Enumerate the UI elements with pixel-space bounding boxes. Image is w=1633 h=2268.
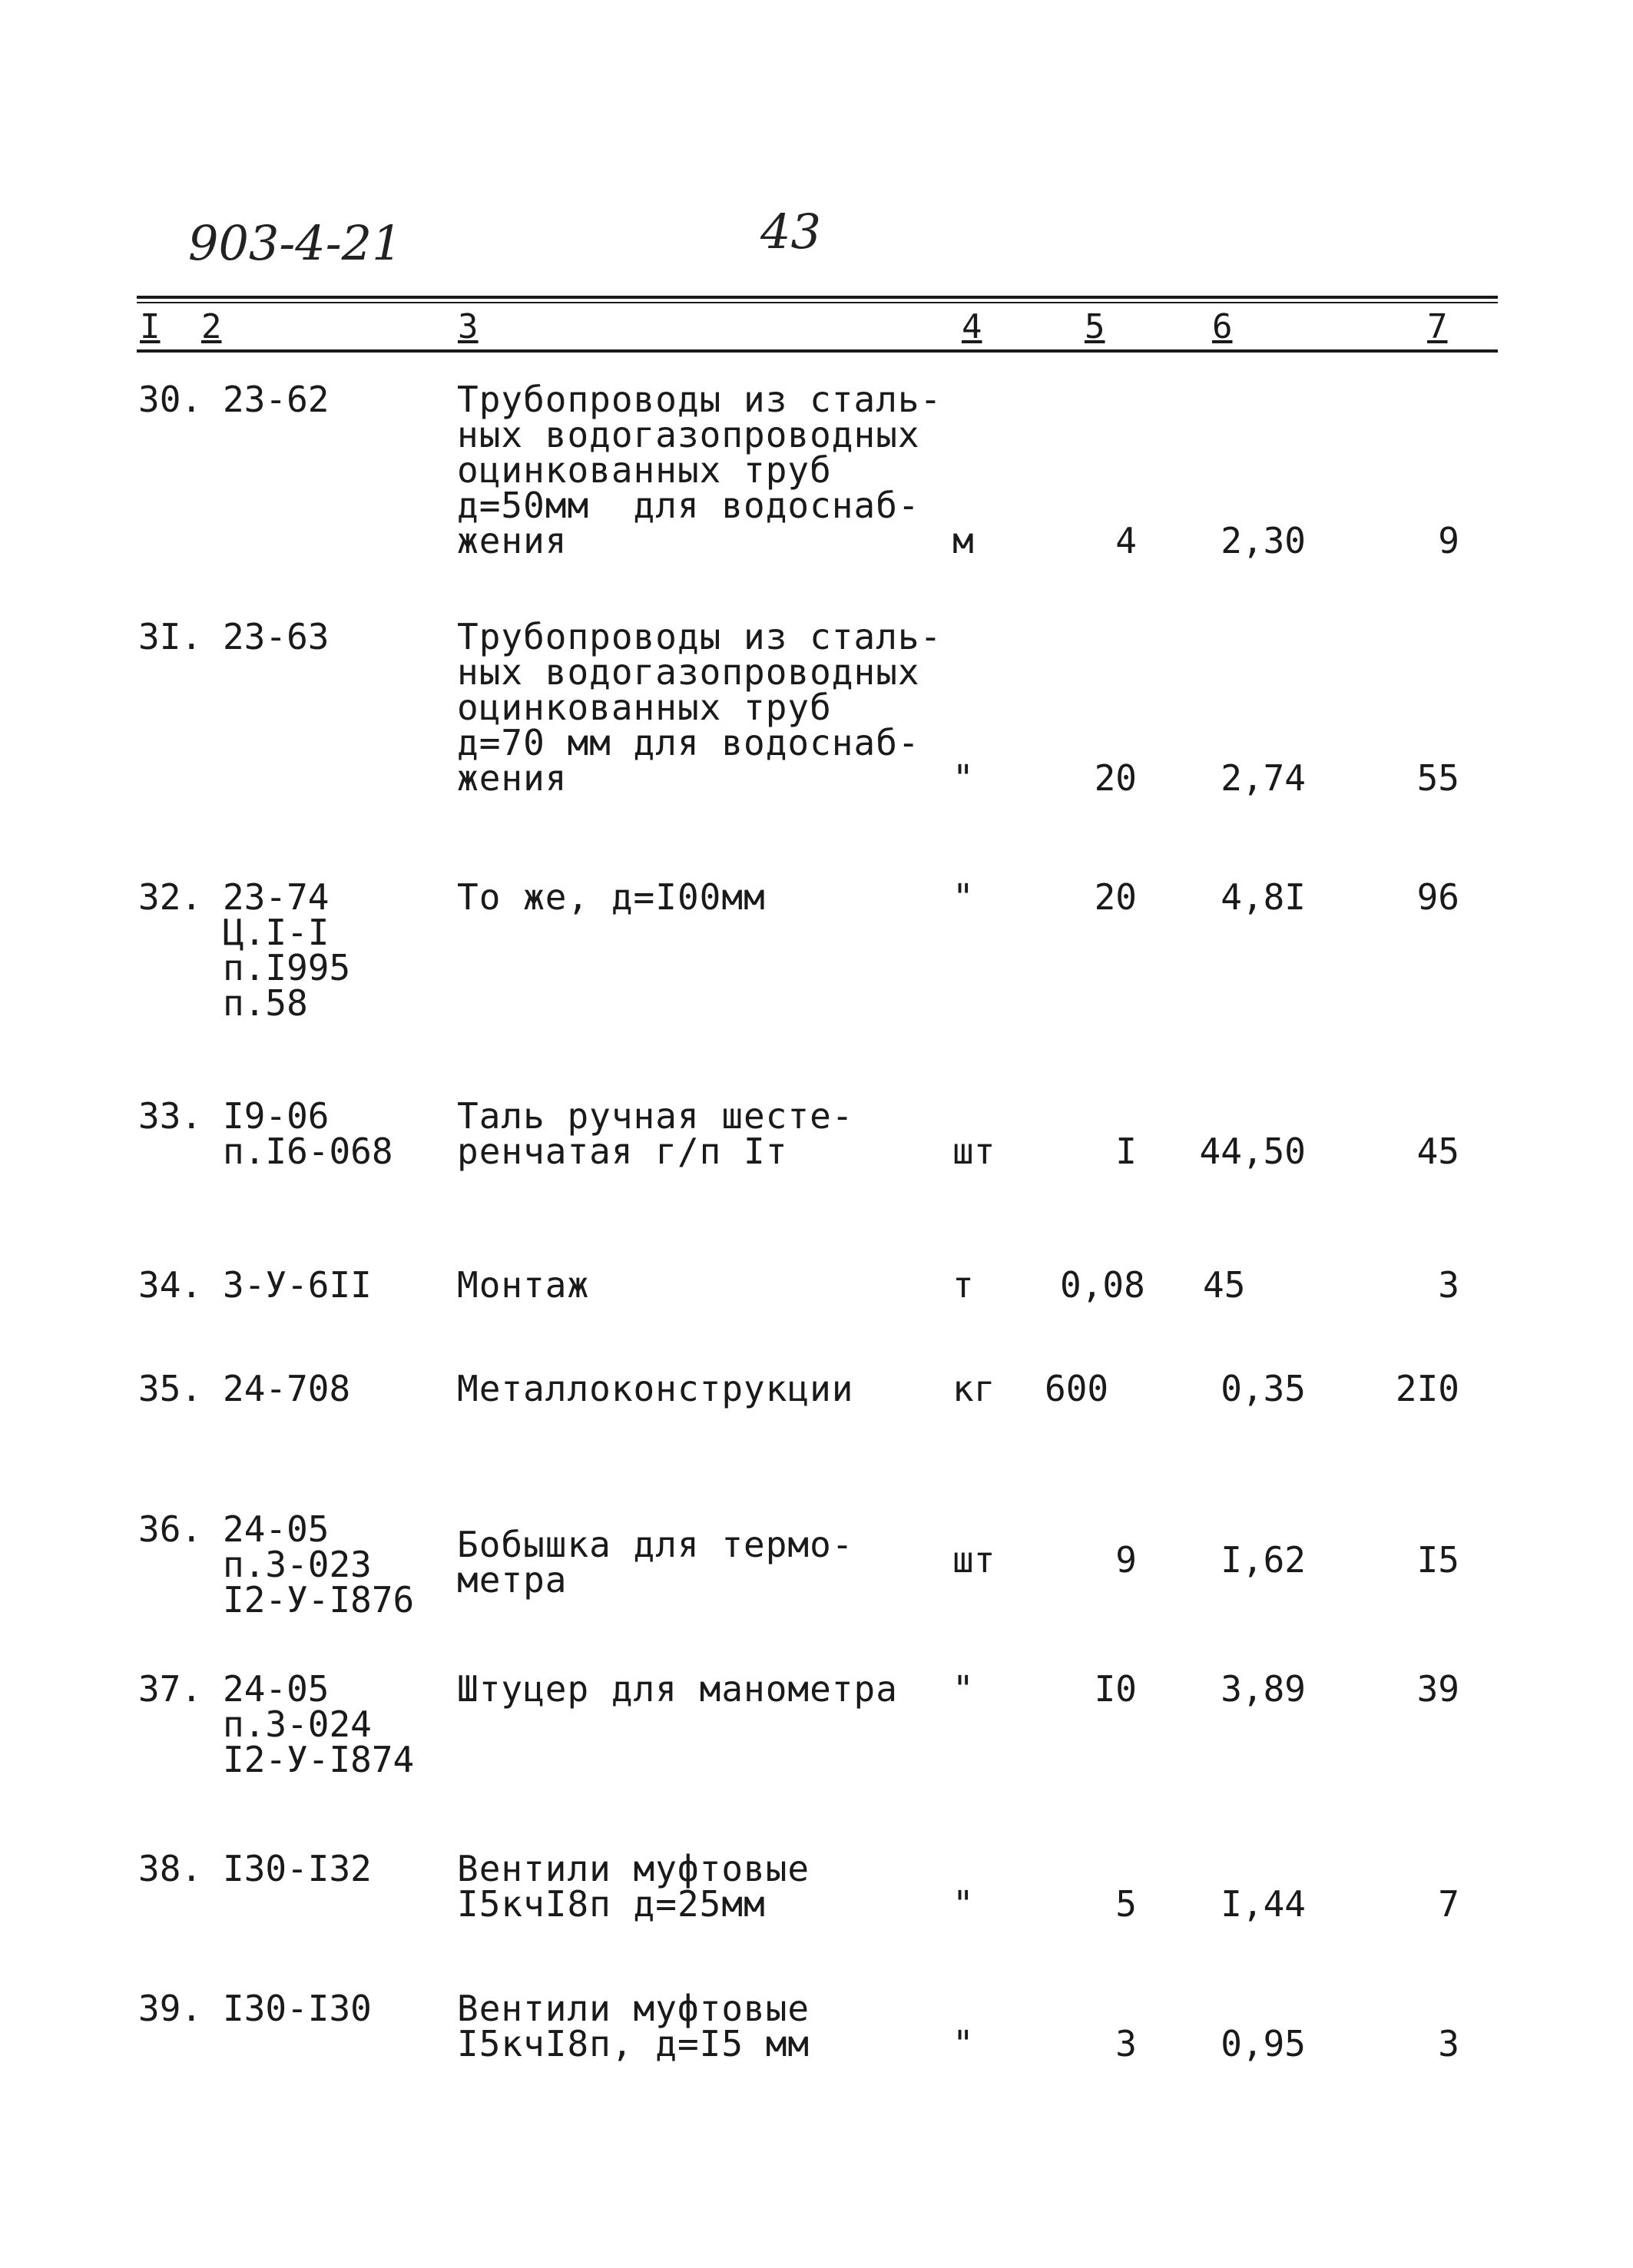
table-top-rule bbox=[137, 296, 1498, 299]
quantity: 20 bbox=[1094, 757, 1137, 799]
unit-price: 44,50 bbox=[1199, 1131, 1306, 1172]
row-number: 3I. bbox=[138, 616, 203, 657]
unit-price: 0,95 bbox=[1221, 2023, 1306, 2064]
column-header-6: 6 bbox=[1212, 307, 1233, 346]
unit-price: I,44 bbox=[1221, 1883, 1306, 1925]
unit: м bbox=[952, 520, 974, 561]
unit-price: 0,35 bbox=[1221, 1368, 1306, 1409]
unit: шт bbox=[952, 1539, 995, 1581]
rate-code: 3-У-6II bbox=[223, 1264, 372, 1306]
rate-code: I9-06 п.I6-068 bbox=[223, 1095, 393, 1172]
quantity: 9 bbox=[1115, 1539, 1137, 1581]
work-description: Трубопроводы из сталь- ных водогазопроводных оцинкованных труб д=70 мм для водоснаб- жения bbox=[457, 616, 942, 799]
page-number: 43 bbox=[760, 204, 821, 260]
work-description: Бобышка для термо- метра bbox=[457, 1524, 854, 1601]
unit-price: 4,8I bbox=[1221, 876, 1306, 918]
quantity: 20 bbox=[1094, 876, 1137, 918]
work-description: Вентили муфтовые I5кчI8п д=25мм bbox=[457, 1848, 810, 1925]
unit-price: 2,74 bbox=[1221, 757, 1306, 799]
row-number: 35. bbox=[138, 1368, 203, 1409]
total-cost: 2I0 bbox=[1395, 1368, 1459, 1409]
unit-price: 3,89 bbox=[1221, 1668, 1306, 1710]
rate-code: I30-I32 bbox=[223, 1848, 372, 1889]
work-description: То же, д=I00мм bbox=[457, 876, 766, 918]
rate-code: 24-05 п.3-024 I2-У-I874 bbox=[223, 1668, 415, 1780]
unit-price: 45 bbox=[1203, 1264, 1246, 1306]
total-cost: 3 bbox=[1438, 1264, 1459, 1306]
total-cost: 39 bbox=[1416, 1668, 1459, 1710]
quantity: 600 bbox=[1045, 1368, 1109, 1409]
total-cost: 96 bbox=[1416, 876, 1459, 918]
quantity: 4 bbox=[1115, 520, 1137, 561]
work-description: Трубопроводы из сталь- ных водогазопроводных оцинкованных труб д=50мм для водоснаб- жения bbox=[457, 379, 942, 561]
row-number: 39. bbox=[138, 1988, 203, 2029]
work-description: Таль ручная шесте- ренчатая г/п Iт bbox=[457, 1095, 854, 1172]
unit: " bbox=[952, 757, 974, 799]
row-number: 37. bbox=[138, 1668, 203, 1710]
total-cost: 55 bbox=[1416, 757, 1459, 799]
row-number: 32. bbox=[138, 876, 203, 918]
unit-price: 2,30 bbox=[1221, 520, 1306, 561]
row-number: 36. bbox=[138, 1508, 203, 1550]
total-cost: 9 bbox=[1438, 520, 1459, 561]
rate-code: 23-63 bbox=[223, 616, 330, 657]
work-description: Металлоконструкции bbox=[457, 1368, 854, 1409]
total-cost: 45 bbox=[1416, 1131, 1459, 1172]
quantity: 0,08 bbox=[1060, 1264, 1145, 1306]
row-number: 34. bbox=[138, 1264, 203, 1306]
column-header-5: 5 bbox=[1085, 307, 1105, 346]
unit: " bbox=[952, 1883, 974, 1925]
rate-code: I30-I30 bbox=[223, 1988, 372, 2029]
total-cost: I5 bbox=[1416, 1539, 1459, 1581]
table-top-rule-thin bbox=[137, 302, 1498, 303]
quantity: I bbox=[1115, 1131, 1137, 1172]
column-header-1: I bbox=[140, 307, 161, 346]
document-code: 903-4-21 bbox=[188, 215, 402, 271]
row-number: 33. bbox=[138, 1095, 203, 1137]
rate-code: 23-62 bbox=[223, 379, 330, 420]
column-header-7: 7 bbox=[1427, 307, 1448, 346]
unit: т bbox=[952, 1264, 974, 1306]
unit: шт bbox=[952, 1131, 995, 1172]
column-header-2: 2 bbox=[201, 307, 222, 346]
rate-code: 24-05 п.3-023 I2-У-I876 bbox=[223, 1508, 415, 1621]
total-cost: 7 bbox=[1438, 1883, 1459, 1925]
rate-code: 23-74 Ц.I-I п.I995 п.58 bbox=[223, 876, 351, 1024]
row-number: 30. bbox=[138, 379, 203, 420]
rate-code: 24-708 bbox=[223, 1368, 351, 1409]
header-underline bbox=[137, 349, 1498, 353]
column-header-3: 3 bbox=[458, 307, 479, 346]
row-number: 38. bbox=[138, 1848, 203, 1889]
quantity: 3 bbox=[1115, 2023, 1137, 2064]
unit: кг bbox=[952, 1368, 995, 1409]
quantity: I0 bbox=[1094, 1668, 1137, 1710]
unit: " bbox=[952, 876, 974, 918]
quantity: 5 bbox=[1115, 1883, 1137, 1925]
unit: " bbox=[952, 1668, 974, 1710]
work-description: Штуцер для манометра bbox=[457, 1668, 898, 1710]
column-header-4: 4 bbox=[962, 307, 982, 346]
unit-price: I,62 bbox=[1221, 1539, 1306, 1581]
unit: " bbox=[952, 2023, 974, 2064]
total-cost: 3 bbox=[1438, 2023, 1459, 2064]
work-description: Вентили муфтовые I5кчI8п, д=I5 мм bbox=[457, 1988, 810, 2064]
work-description: Монтаж bbox=[457, 1264, 590, 1306]
